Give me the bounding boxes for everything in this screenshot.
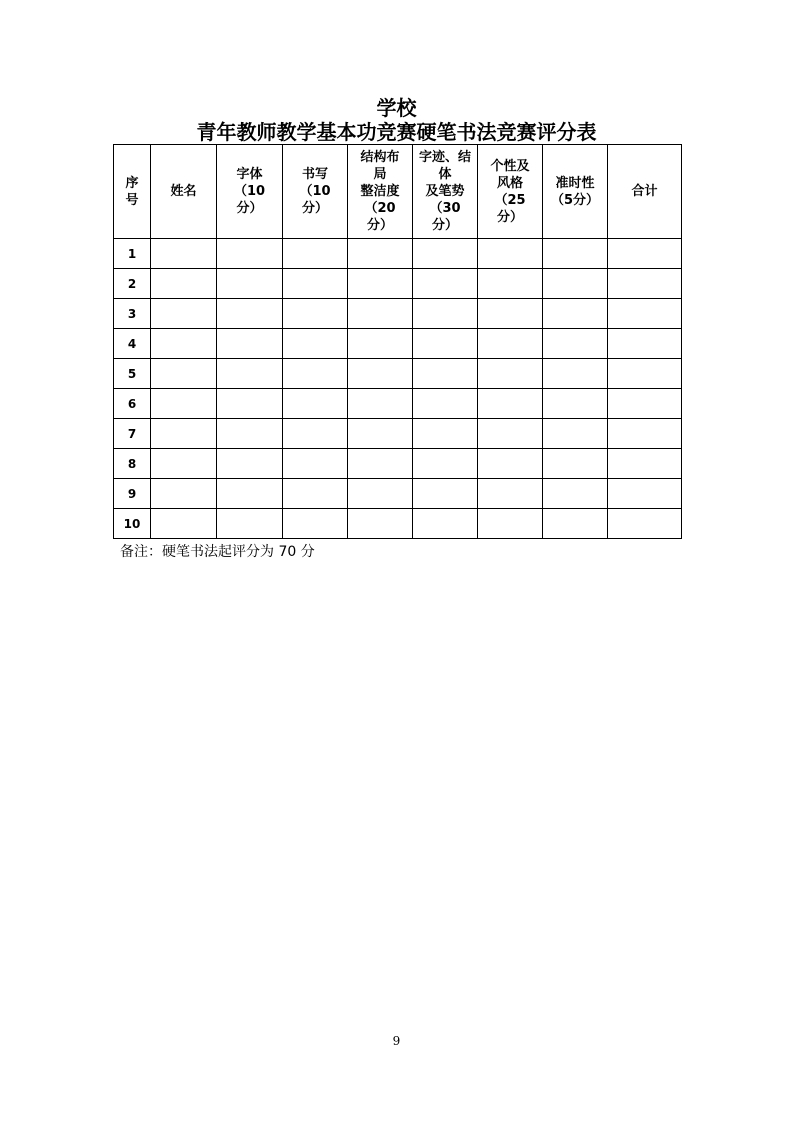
score-cell[interactable]: [543, 449, 608, 479]
score-cell[interactable]: [217, 299, 283, 329]
score-cell[interactable]: [151, 449, 217, 479]
score-cell[interactable]: [478, 449, 543, 479]
table-row: [114, 479, 682, 509]
row-index: 1: [114, 239, 151, 269]
score-cell[interactable]: [348, 239, 413, 269]
score-cell[interactable]: [608, 389, 682, 419]
score-cell[interactable]: [217, 509, 283, 539]
score-cell[interactable]: [608, 479, 682, 509]
score-table: [113, 144, 682, 539]
score-cell[interactable]: [217, 419, 283, 449]
row-index: 2: [114, 269, 151, 299]
score-cell[interactable]: [478, 389, 543, 419]
score-cell[interactable]: [283, 419, 348, 449]
score-cell[interactable]: [348, 329, 413, 359]
score-cell[interactable]: [543, 299, 608, 329]
score-cell[interactable]: [151, 419, 217, 449]
score-cell[interactable]: [478, 509, 543, 539]
score-cell[interactable]: [283, 509, 348, 539]
score-cell[interactable]: [478, 479, 543, 509]
score-cell[interactable]: [217, 479, 283, 509]
table-row: [114, 509, 682, 539]
row-index: 10: [114, 509, 151, 539]
score-cell[interactable]: [348, 299, 413, 329]
col-header-total: 合计: [608, 145, 682, 239]
table-row: [114, 269, 682, 299]
form-title: 青年教师教学基本功竞赛硬笔书法竞赛评分表: [196, 120, 597, 144]
table-row: [114, 299, 682, 329]
score-cell[interactable]: [283, 359, 348, 389]
score-cell[interactable]: [348, 509, 413, 539]
score-cell[interactable]: [543, 329, 608, 359]
score-cell[interactable]: [413, 449, 478, 479]
score-cell[interactable]: [543, 239, 608, 269]
score-cell[interactable]: [413, 419, 478, 449]
col-header-style: 个性及 风格 （25 分）: [478, 145, 543, 239]
score-cell[interactable]: [217, 269, 283, 299]
score-cell[interactable]: [217, 389, 283, 419]
row-index: 8: [114, 449, 151, 479]
table-row: [114, 329, 682, 359]
score-cell[interactable]: [543, 359, 608, 389]
score-cell[interactable]: [348, 359, 413, 389]
row-index: 9: [114, 479, 151, 509]
score-cell[interactable]: [151, 509, 217, 539]
score-cell[interactable]: [543, 479, 608, 509]
table-row: [114, 449, 682, 479]
score-cell[interactable]: [151, 329, 217, 359]
score-cell[interactable]: [217, 449, 283, 479]
score-cell[interactable]: [478, 269, 543, 299]
col-header-index: 序 号: [114, 145, 151, 239]
score-cell[interactable]: [151, 269, 217, 299]
score-cell[interactable]: [413, 389, 478, 419]
score-cell[interactable]: [478, 359, 543, 389]
score-cell[interactable]: [413, 299, 478, 329]
row-index: 4: [114, 329, 151, 359]
row-index: 6: [114, 389, 151, 419]
page-number: 9: [392, 1034, 401, 1048]
score-cell[interactable]: [348, 479, 413, 509]
score-cell[interactable]: [608, 359, 682, 389]
score-cell[interactable]: [348, 269, 413, 299]
score-cell[interactable]: [151, 389, 217, 419]
score-cell[interactable]: [608, 329, 682, 359]
score-cell[interactable]: [283, 389, 348, 419]
row-index: 7: [114, 419, 151, 449]
score-cell[interactable]: [151, 299, 217, 329]
score-cell[interactable]: [543, 419, 608, 449]
score-cell[interactable]: [217, 239, 283, 269]
score-cell[interactable]: [608, 419, 682, 449]
score-cell[interactable]: [283, 269, 348, 299]
row-index: 3: [114, 299, 151, 329]
score-cell[interactable]: [478, 239, 543, 269]
score-cell[interactable]: [608, 269, 682, 299]
col-header-name: 姓名: [151, 145, 217, 239]
header-row: [114, 145, 682, 239]
note-text: 备注：硬笔书法起评分为 70 分: [120, 544, 315, 560]
score-cell[interactable]: [283, 449, 348, 479]
col-header-punctuality: 准时性 （5分）: [543, 145, 608, 239]
table-row: [114, 359, 682, 389]
score-cell[interactable]: [413, 329, 478, 359]
col-header-font: 字体 （10 分）: [217, 145, 283, 239]
col-header-strokes: 字迹、结 体 及笔势 （30 分）: [413, 145, 478, 239]
score-cell[interactable]: [478, 299, 543, 329]
score-cell[interactable]: [283, 479, 348, 509]
score-cell[interactable]: [348, 419, 413, 449]
score-cell[interactable]: [348, 389, 413, 419]
score-cell[interactable]: [478, 329, 543, 359]
score-cell[interactable]: [543, 509, 608, 539]
score-cell[interactable]: [413, 269, 478, 299]
school-title: 学校: [376, 96, 417, 120]
table-row: [114, 389, 682, 419]
score-cell[interactable]: [608, 509, 682, 539]
score-cell[interactable]: [543, 269, 608, 299]
score-cell[interactable]: [413, 509, 478, 539]
score-cell[interactable]: [283, 239, 348, 269]
score-cell[interactable]: [413, 479, 478, 509]
score-cell[interactable]: [413, 359, 478, 389]
score-cell[interactable]: [348, 449, 413, 479]
score-cell[interactable]: [543, 389, 608, 419]
score-cell[interactable]: [283, 329, 348, 359]
col-header-writing: 书写 （10 分）: [283, 145, 348, 239]
score-cell[interactable]: [151, 359, 217, 389]
score-cell[interactable]: [608, 239, 682, 269]
score-cell[interactable]: [478, 419, 543, 449]
score-cell[interactable]: [151, 479, 217, 509]
col-header-structure: 结构布 局 整洁度 （20 分）: [348, 145, 413, 239]
row-index: 5: [114, 359, 151, 389]
score-cell[interactable]: [217, 329, 283, 359]
score-cell[interactable]: [413, 239, 478, 269]
score-cell[interactable]: [217, 359, 283, 389]
score-cell[interactable]: [283, 299, 348, 329]
score-cell[interactable]: [608, 449, 682, 479]
table-row: [114, 419, 682, 449]
score-cell[interactable]: [608, 299, 682, 329]
table-row: [114, 239, 682, 269]
score-cell[interactable]: [151, 239, 217, 269]
